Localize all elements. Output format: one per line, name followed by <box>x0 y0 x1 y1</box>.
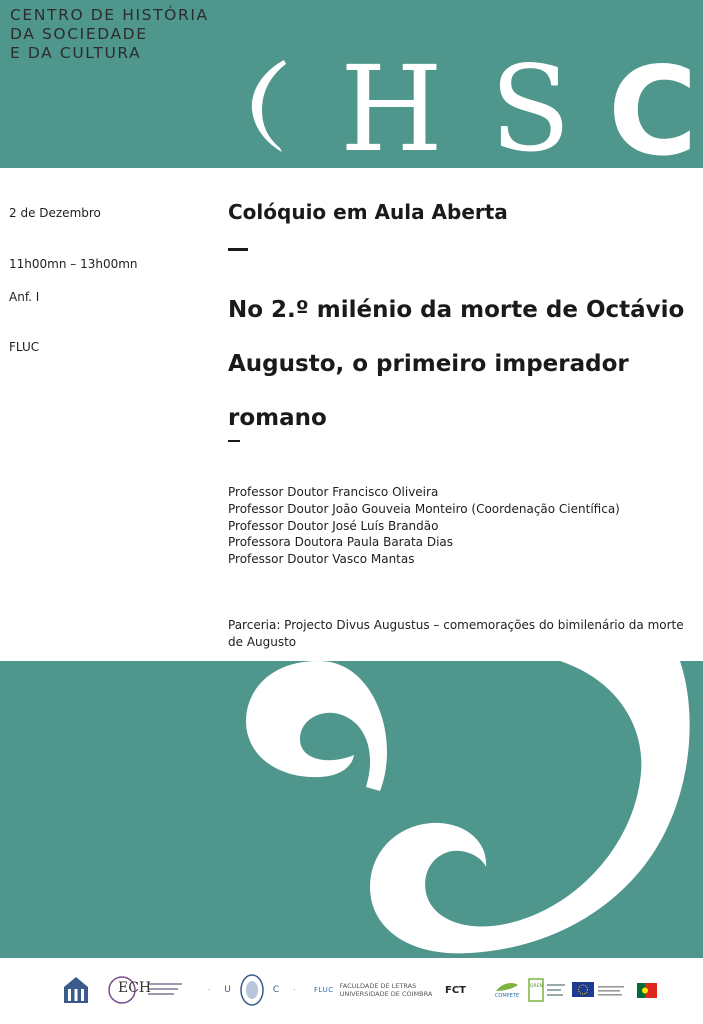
speaker: Professor Doutor José Luís Brandão <box>228 518 439 533</box>
event-date: 2 de Dezembro <box>9 206 101 220</box>
fct-logo <box>445 972 466 1008</box>
header-band <box>0 0 703 168</box>
fluc-line-1: FACULDADE DE LETRAS <box>339 982 417 990</box>
event-title-line-2: Augusto, o primeiro imperador <box>228 351 629 377</box>
chsc-emblem-logo <box>60 972 92 1008</box>
uc-letter-u: U <box>224 985 231 995</box>
partnership-note: Parceria: Projecto Divus Augustus – comemorações do bimilenário da morte de Augusto <box>228 618 684 649</box>
ech-logo <box>108 972 188 1008</box>
speaker: Professor Doutor Vasco Mantas <box>228 552 415 567</box>
org-name-line-1: CENTRO DE HISTÓRIA <box>10 6 209 24</box>
building-icon <box>60 973 92 1007</box>
compete-leaf-icon <box>494 981 520 993</box>
decorative-band <box>0 661 703 958</box>
qren-text: QREN <box>530 984 543 989</box>
fluc-tag: FLUC <box>314 986 334 994</box>
eu-flag-icon <box>572 980 628 1000</box>
ornament-lower-swirl <box>370 661 690 953</box>
event-type: Colóquio em Aula Aberta <box>228 200 508 224</box>
uc-dot-right: · <box>293 986 296 994</box>
org-name-line-2: DA SOCIEDADE <box>10 25 148 43</box>
event-title <box>228 283 698 445</box>
logo-c-crescent <box>252 60 286 152</box>
logo-letter-h: H <box>340 48 443 163</box>
fluc-logo <box>314 972 432 1008</box>
event-room: Anf. I <box>9 290 40 304</box>
speaker: Professor Doutor João Gouveia Monteiro (Coordenação Científica) <box>228 501 620 516</box>
fluc-text-block <box>340 982 433 998</box>
chsc-logo-graphic <box>238 48 703 163</box>
event-title-line-3: romano <box>228 405 327 431</box>
uc-seal-icon <box>239 973 265 1007</box>
compete-logo <box>494 972 520 1008</box>
logo-letter-c: C <box>608 48 698 163</box>
speakers-list <box>228 484 698 568</box>
event-title-line-1: No 2.º milénio da morte de Octávio <box>228 297 685 323</box>
compete-text: COMPETE <box>494 993 520 999</box>
ornament-upper-loop <box>246 661 387 791</box>
quote-ornament-icon <box>0 661 703 958</box>
divider-dash-small <box>228 440 240 442</box>
eu-logo <box>572 972 628 1008</box>
qren-logo <box>528 972 568 1008</box>
fluc-line-2: UNIVERSIDADE DE COIMBRA <box>339 990 433 998</box>
sponsor-logos <box>0 958 703 1024</box>
divider-dash <box>228 248 248 251</box>
chsc-logo <box>238 48 703 163</box>
portugal-flag-logo <box>637 972 657 1008</box>
qren-emblem-icon <box>528 978 568 1002</box>
fct-text: FCT <box>445 984 466 996</box>
event-venue: FLUC <box>9 340 40 354</box>
uc-letter-c: C <box>272 985 280 995</box>
portugal-flag-icon <box>637 983 657 998</box>
ech-text: ECH <box>118 980 152 996</box>
org-name-line-3: E DA CULTURA <box>10 44 142 62</box>
event-time: 11h00mn – 13h00mn <box>9 257 138 271</box>
uc-logo <box>208 972 295 1008</box>
uc-dot-left: · <box>208 986 211 994</box>
speaker: Professora Doutora Paula Barata Dias <box>228 535 454 550</box>
org-name <box>10 6 209 63</box>
logo-letter-s: S <box>490 48 571 163</box>
speaker: Professor Doutor Francisco Oliveira <box>228 485 439 499</box>
